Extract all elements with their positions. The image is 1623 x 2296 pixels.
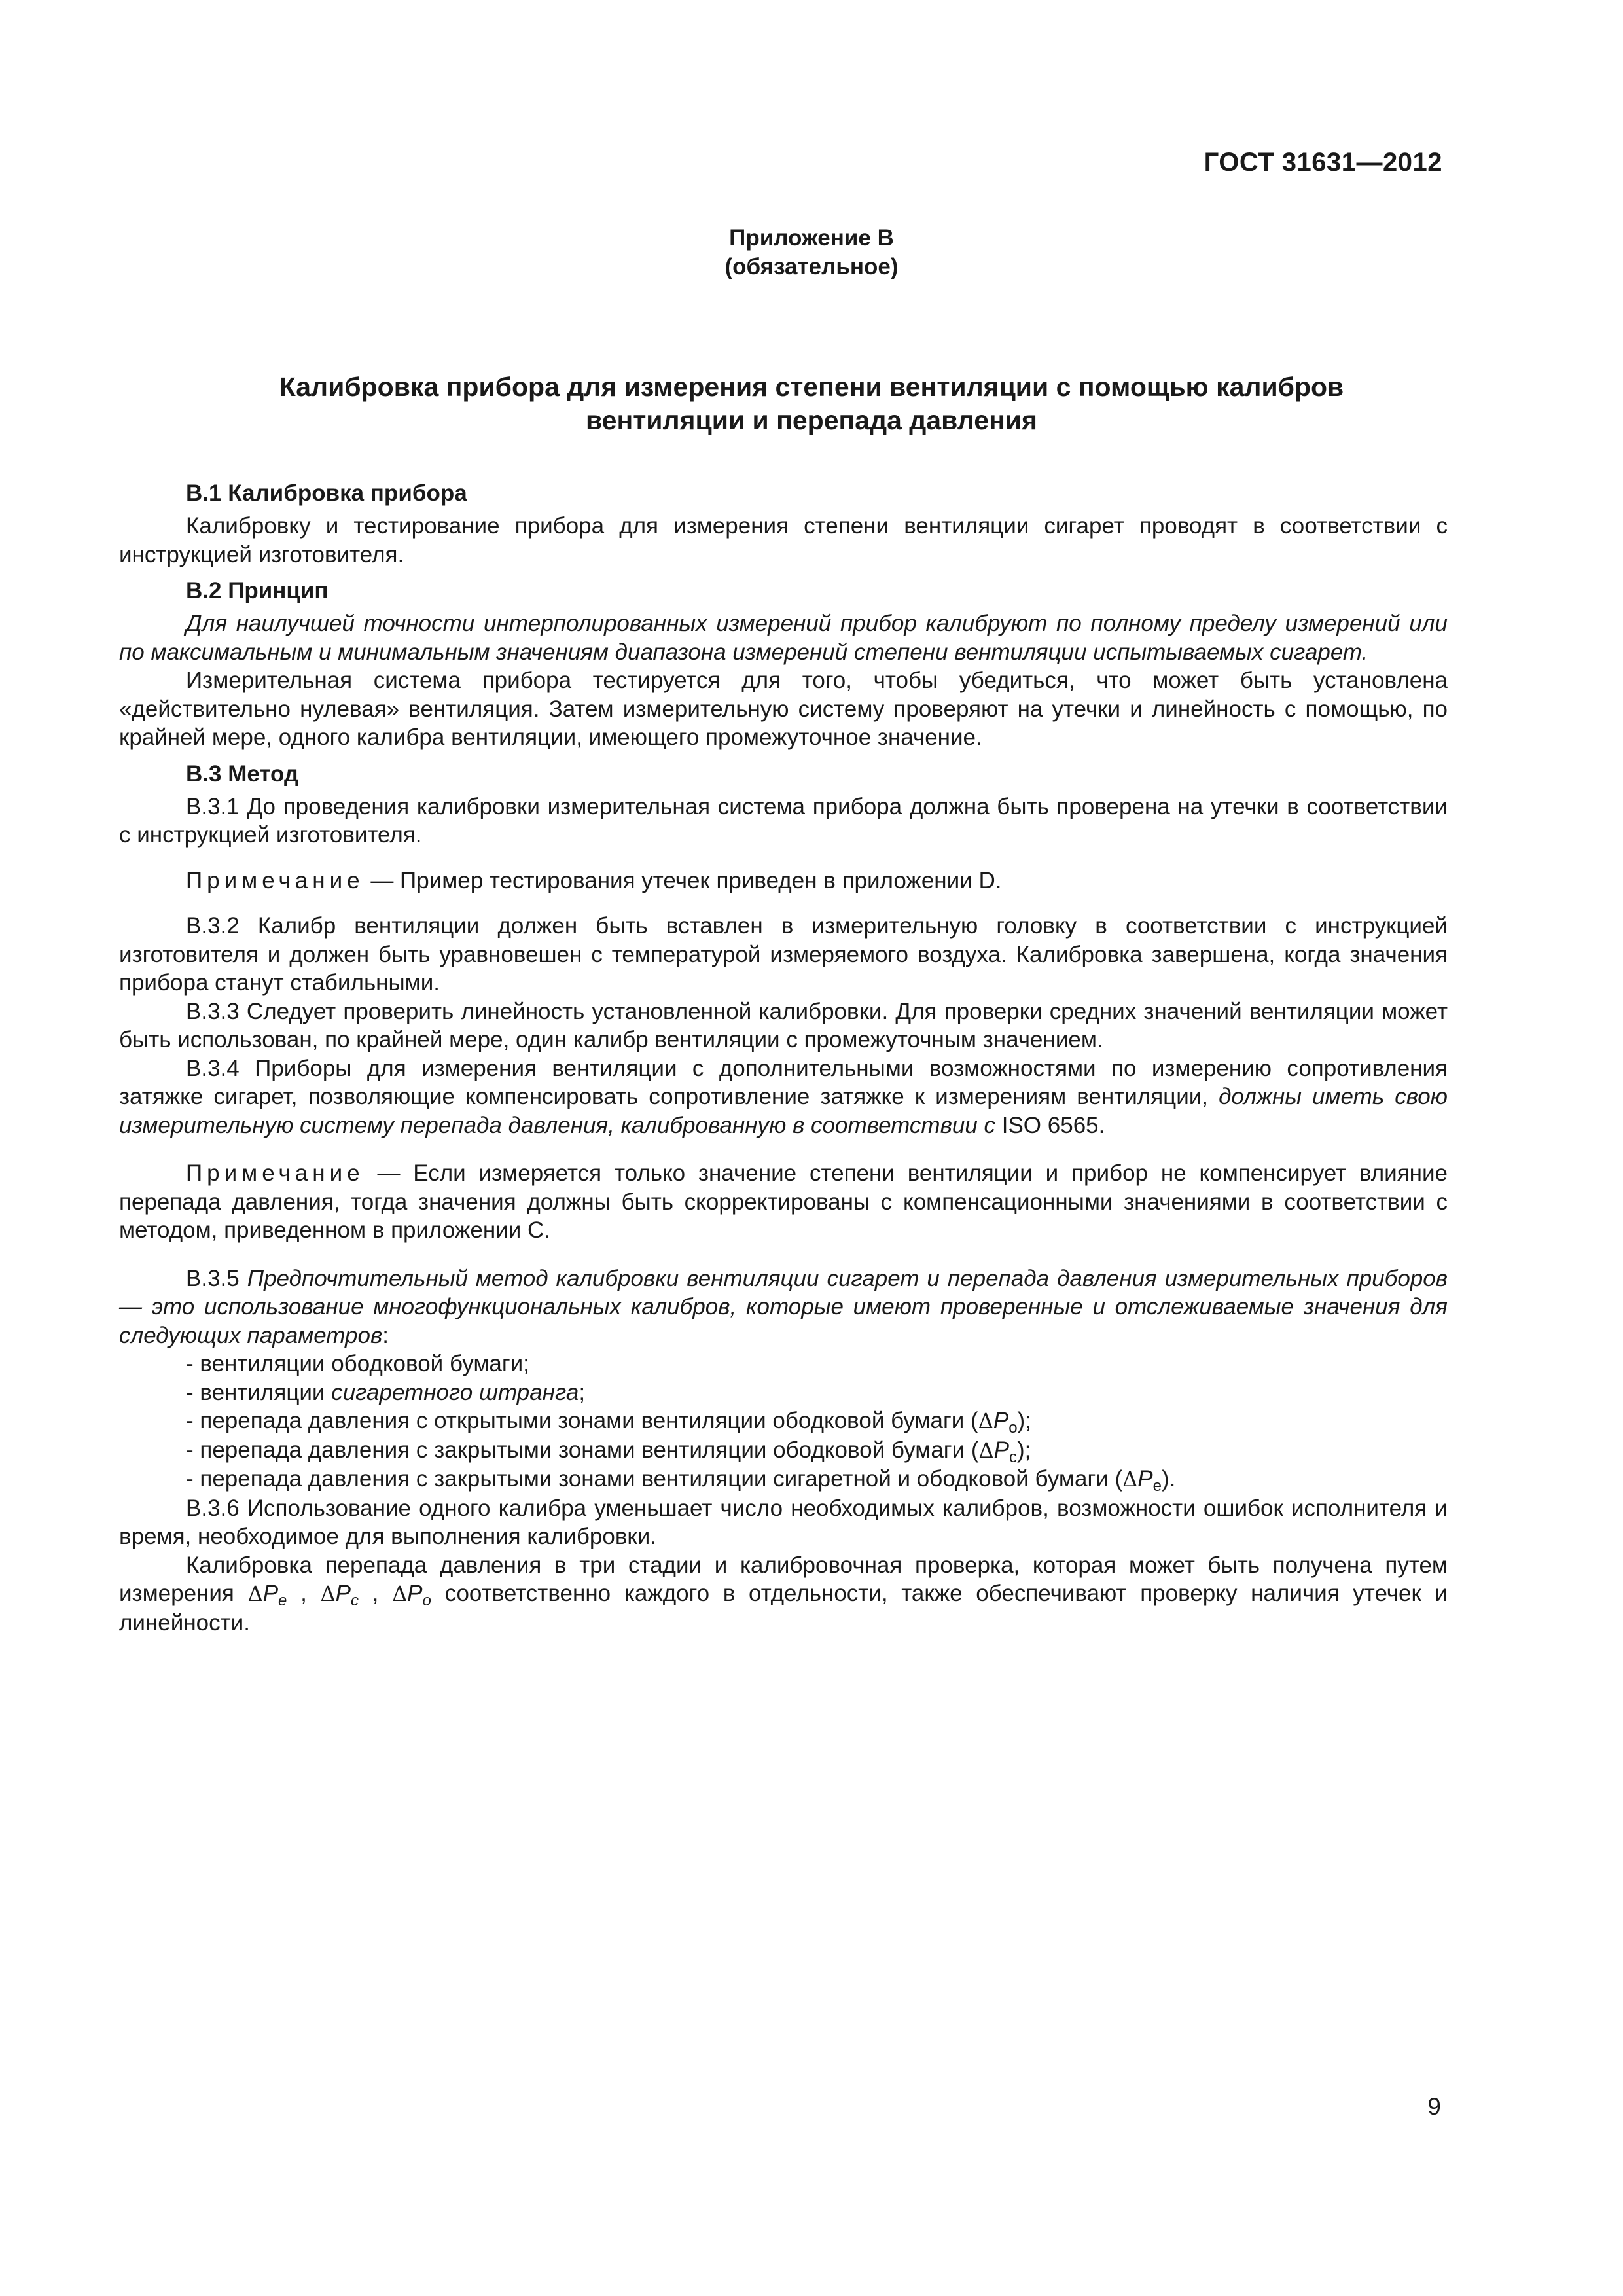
text-run: В.3.4 Приборы для измерения вентиляции с дополнительными возможностями по измерению сопротивления затяжке сигарет, позволяющие компенсировать сопротивление затяжке к измерениям вентиляции, <box>119 1055 1448 1109</box>
delta-symbol: Δ <box>1122 1467 1138 1492</box>
heading-b3: В.3 Метод <box>186 761 299 787</box>
text-run: В.3.5 <box>186 1265 247 1291</box>
paragraph-b3-3: В.3.3 Следует проверить линейность установленной калибровки. Для проверки средних значений вентиляции может быть использован, по крайней мере, один калибр вентиляции с промежуточным значением. <box>119 998 1448 1052</box>
list-item <box>186 1378 1448 1407</box>
paragraph-b2-principle <box>119 609 1448 666</box>
text-run: соответственно каждого в отдельности, также обеспечивают проверку наличия утечек и линейности. <box>119 1581 1448 1636</box>
italic-text: Для наилучшей точности интерполированных измерений прибор калибруют по полному пределу измерений или по максимальным и минимальным значениям диапазона измерений степени вентиляции испытываемых сигарет. <box>119 611 1448 665</box>
paragraph-b3-4 <box>119 1054 1448 1140</box>
subscript-c: c <box>1008 1448 1017 1466</box>
pressure-symbol: P <box>262 1581 279 1606</box>
parameter-list <box>119 1350 1448 1494</box>
italic-text: Предпочтительный метод калибровки вентиляции сигарет и перепада давления измерительных приборов — это использование многофункциональных калибров, которые имеют проверенные и отслеживаемые значения для следующих параметров <box>119 1265 1448 1348</box>
italic-text: сигаретного штранга <box>331 1379 579 1405</box>
subscript-e <box>278 1592 287 1609</box>
delta-symbol: Δ <box>978 1408 993 1433</box>
text-run: ); <box>1017 1408 1031 1433</box>
pressure-symbol: P <box>1137 1466 1153 1492</box>
delta-symbol: Δ <box>978 1437 994 1463</box>
list-item <box>186 1465 1448 1494</box>
heading-b1: В.1 Калибровка прибора <box>186 480 467 506</box>
pressure-symbol: P <box>993 1437 1009 1463</box>
italic-subscript: e <box>278 1592 287 1609</box>
list-item: - вентиляции ободковой бумаги; <box>186 1351 529 1376</box>
text-run: ; <box>579 1379 586 1405</box>
delta-symbol: Δ <box>247 1581 263 1606</box>
paragraph-b1: Калибровку и тестирование прибора для измерения степени вентиляции сигарет проводят в соответствии с инструкцией изготовителя. <box>119 513 1448 567</box>
pressure-symbol: P <box>993 1408 1009 1433</box>
delta-symbol: Δ <box>392 1581 408 1606</box>
text-run: : <box>382 1322 389 1348</box>
note-label: Примечание <box>186 867 365 893</box>
paragraph-b3-1: В.3.1 До проведения калибровки измерительная система прибора должна быть проверена на утечки в соответствии с инструкцией изготовителя. <box>119 793 1448 848</box>
paragraph-b3-6: В.3.6 Использование одного калибра уменьшает число необходимых калибров, возможности ошибок исполнителя и время, необходимое для выполнения калибровки. <box>119 1495 1448 1549</box>
appendix-title: Приложение В <box>729 225 894 251</box>
section-title <box>196 370 1427 437</box>
pressure-symbol: P <box>407 1581 423 1606</box>
text-run: - перепада давления с закрытыми зонами вентиляции сигаретной и ободковой бумаги ( <box>186 1466 1123 1492</box>
appendix-status: (обязательное) <box>724 254 899 279</box>
paragraph-b3-2: В.3.2 Калибр вентиляции должен быть вставлен в измерительную головку в соответствии с инструкцией изготовителя и должен быть уравновешен с температурой измеряемого воздуха. Калибровка завершена, когда значения прибора станут стабильными. <box>119 913 1448 996</box>
page-number: 9 <box>1427 2093 1441 2120</box>
paragraph-b3-7 <box>119 1551 1448 1638</box>
subscript-o: o <box>1008 1419 1018 1437</box>
subscript-o <box>423 1592 431 1609</box>
heading-b2: В.2 Принцип <box>186 578 329 603</box>
italic-subscript: c <box>350 1592 359 1609</box>
section-title-line: Калибровка прибора для измерения степени вентиляции с помощью калибров <box>279 372 1344 402</box>
text-run: ISO 6565. <box>995 1112 1105 1138</box>
delta-symbol: Δ <box>320 1581 336 1606</box>
list-item <box>186 1407 1448 1436</box>
subscript-e: e <box>1152 1477 1162 1495</box>
note-pressure-compensation <box>119 1159 1448 1245</box>
note-text: — Пример тестирования утечек приведен в приложении D. <box>364 867 1002 893</box>
note-text: — Если измеряется только значение степени вентиляции и прибор не компенсирует влияние перепада давления, тогда значения должны быть скорректированы с компенсационными значениями в соответствии с методом, приведенном в приложении С. <box>119 1160 1448 1243</box>
document-code: ГОСТ 31631—2012 <box>1204 148 1442 177</box>
note-label: Примечание <box>186 1160 365 1186</box>
document-body <box>119 479 1448 1637</box>
text-run: ); <box>1016 1437 1031 1463</box>
text-run: - перепада давления с закрытыми зонами вентиляции ободковой бумаги ( <box>186 1437 979 1463</box>
text-run: Калибровка перепада давления в три стадии и калибровочная проверка, которая может быть получена путем измерения <box>119 1552 1448 1606</box>
italic-subscript: o <box>422 1592 431 1609</box>
text-run: ). <box>1161 1466 1176 1492</box>
list-item <box>186 1436 1448 1465</box>
appendix-heading <box>0 224 1623 281</box>
paragraph-b2-testing: Измерительная система прибора тестируется для того, чтобы убедиться, что может быть установлена «действительно нулевая» вентиляция. Затем измерительную систему проверяют на утечки и линейность с помощью, по крайней мере, одного калибра вентиляции, имеющего промежуточное значение. <box>119 668 1448 750</box>
separator: , <box>287 1581 321 1606</box>
separator: , <box>358 1581 393 1606</box>
note-leak-test <box>119 867 1448 895</box>
subscript-c <box>351 1592 359 1609</box>
section-title-line: вентиляции и перепада давления <box>586 405 1037 435</box>
text-run: - вентиляции <box>186 1379 332 1405</box>
paragraph-b3-5 <box>119 1265 1448 1350</box>
italic-text: должны иметь свою измерительную систему перепада давления, калиброванную в соответствии с <box>119 1084 1448 1138</box>
pressure-symbol: P <box>335 1581 351 1606</box>
text-run: - перепада давления с открытыми зонами вентиляции ободковой бумаги ( <box>186 1408 978 1433</box>
